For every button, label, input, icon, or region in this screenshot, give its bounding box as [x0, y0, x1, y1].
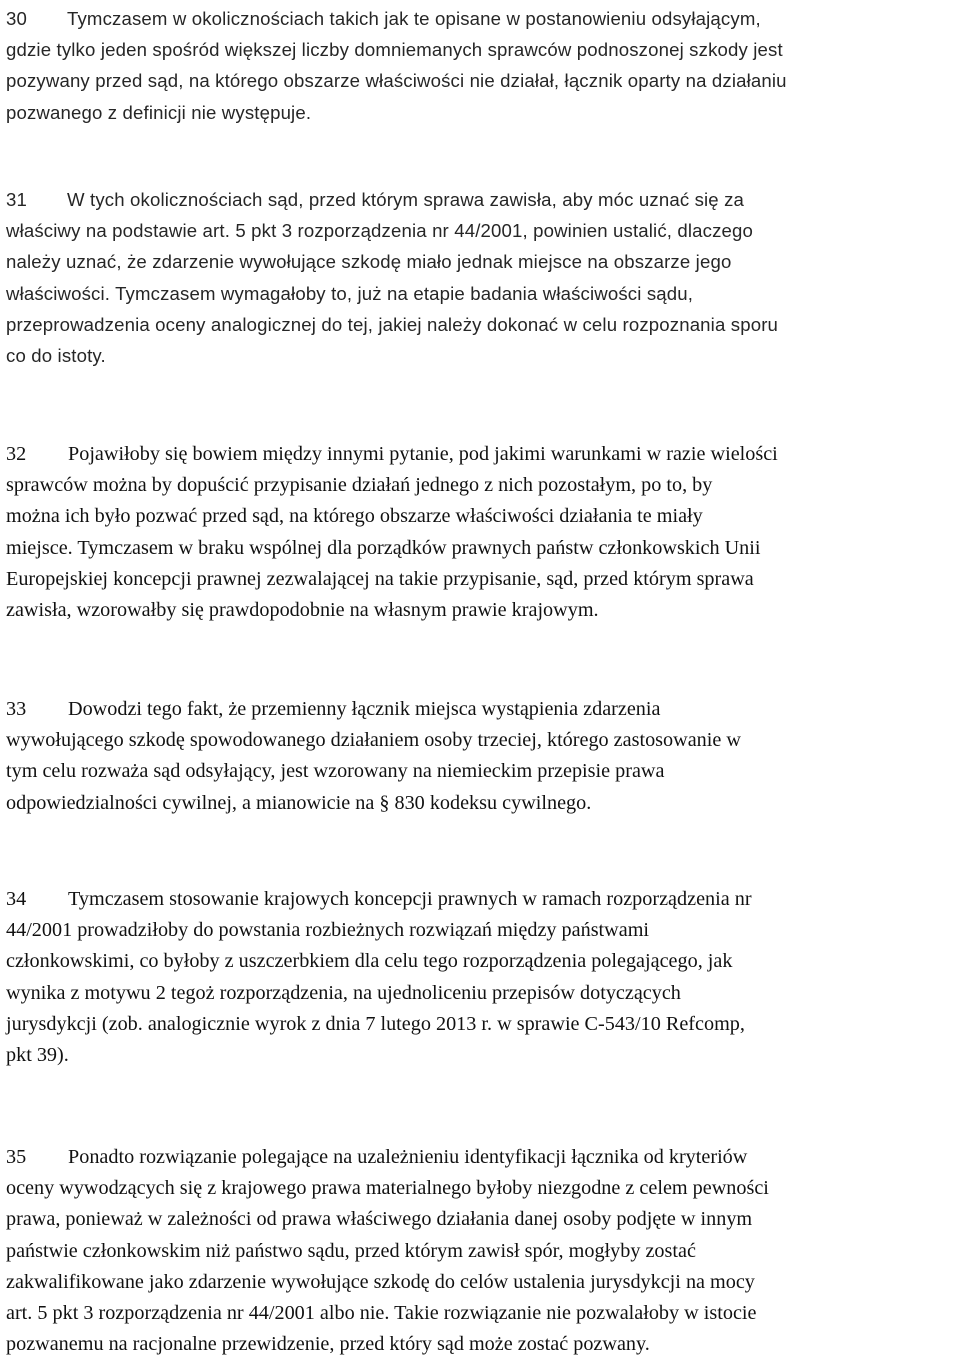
paragraph-line: przeprowadzenia oceny analogicznej do tej, jakiej należy dokonać w celu rozpoznania sporu: [6, 313, 779, 335]
paragraph-line: wywołującego szkodę spowodowanego działaniem osoby trzeciej, którego zastosowanie w: [6, 729, 741, 752]
line-text: Tymczasem stosowanie krajowych koncepcji prawnych w ramach rozporządzenia nr: [68, 888, 752, 910]
paragraph-number: 30: [6, 8, 27, 29]
paragraph-number: 32: [6, 443, 27, 465]
paragraph-line: wynika z motywu 2 tegoż rozporządzenia, na ujednoliceniu przepisów dotyczących: [6, 981, 681, 1004]
paragraph-line: należy uznać, że zdarzenie wywołujące szkodę miało jednak miejsce na obszarze jego: [6, 251, 732, 273]
line-text: Pojawiłoby się bowiem między innymi pytanie, pod jakimi warunkami w razie wielości: [68, 443, 778, 465]
paragraph-line: można ich było pozwać przed sąd, na którego obszarze właściwości działania te miały: [6, 505, 703, 528]
line-text: Tymczasem w okolicznościach takich jak te opisane w postanowieniu odsyłającym,: [67, 8, 761, 29]
paragraph-line: zawisła, wzorowałby się prawdopodobnie na własnym prawie krajowym.: [6, 598, 599, 621]
paragraph-line: [6, 694, 960, 725]
paragraph-line: pozwanemu na racjonalne przewidzenie, przed który sąd może zostać pozwany.: [6, 1333, 650, 1356]
paragraph-number: 34: [6, 888, 27, 910]
paragraph-line: Europejskiej koncepcji prawnej zezwalającej na takie przypisanie, sąd, przed którym sprawa: [6, 567, 754, 590]
paragraph-line: co do istoty.: [6, 344, 106, 366]
paragraph-number: 31: [6, 189, 27, 210]
line-text: Dowodzi tego fakt, że przemienny łącznik miejsca wystąpienia zdarzenia: [68, 698, 661, 720]
paragraph-line: sprawców można by dopuścić przypisanie działań jednego z nich pozostałym, po to, by: [6, 474, 713, 497]
paragraph-line: odpowiedzialności cywilnej, a mianowicie na § 830 kodeksu cywilnego.: [6, 791, 592, 814]
paragraph-line: miejsce. Tymczasem w braku wspólnej dla porządków prawnych państw członkowskich Unii: [6, 536, 761, 559]
paragraph-line: prawa, ponieważ w zależności od prawa właściwego działania danej osoby podjęte w innym: [6, 1208, 753, 1231]
paragraph-line: członkowskimi, co byłoby z uszczerbkiem dla celu tego rozporządzenia polegającego, jak: [6, 950, 733, 973]
line-text: W tych okolicznościach sąd, przed którym sprawa zawisła, aby móc uznać się za: [67, 189, 745, 210]
paragraph-line: państwie członkowskim niż państwo sądu, przed którym zawisł spór, mogłyby zostać: [6, 1239, 696, 1262]
paragraph-line: tym celu rozważa sąd odsyłający, jest wzorowany na niemieckim przepisie prawa: [6, 760, 665, 783]
paragraph-line: gdzie tylko jeden spośród większej liczby domniemanych sprawców podnoszonej szkody jest: [6, 39, 783, 61]
paragraph-line: [6, 184, 960, 215]
paragraph-34: [6, 884, 960, 1071]
paragraph-line: [6, 1142, 960, 1173]
paragraph-line: [6, 884, 960, 915]
paragraph-line: właściwości. Tymczasem wymagałoby to, już na etapie badania właściwości sądu,: [6, 282, 694, 304]
paragraph-line: 44/2001 prowadziłoby do powstania rozbieżnych rozwiązań między państwami: [6, 919, 650, 942]
paragraph-line: oceny wywodzących się z krajowego prawa materialnego byłoby niezgodne z celem pewności: [6, 1177, 769, 1200]
paragraph-line: jurysdykcji (zob. analogicznie wyrok z dnia 7 lutego 2013 r. w sprawie C‑543/10 Refcomp,: [6, 1012, 745, 1035]
line-text: Ponadto rozwiązanie polegające na uzależnieniu identyfikacji łącznika od kryteriów: [68, 1146, 748, 1168]
paragraph-35: [6, 1142, 960, 1360]
paragraph-line: pkt 39).: [6, 1043, 69, 1066]
paragraph-line: [6, 3, 960, 34]
paragraph-line: zakwalifikowane jako zdarzenie wywołujące szkodę do celów ustalenia jurysdykcji na mocy: [6, 1270, 755, 1293]
paragraph-number: 35: [6, 1146, 27, 1168]
paragraph-32: [6, 439, 960, 626]
paragraph-line: pozywany przed sąd, na którego obszarze właściwości nie działał, łącznik oparty na działaniu: [6, 70, 787, 92]
paragraph-line: właściwy na podstawie art. 5 pkt 3 rozporządzenia nr 44/2001, powinien ustalić, dlaczego: [6, 220, 754, 242]
paragraph-33: [6, 694, 960, 819]
paragraph-line: [6, 439, 960, 470]
paragraph-line: art. 5 pkt 3 rozporządzenia nr 44/2001 albo nie. Takie rozwiązanie nie pozwalałoby w istocie: [6, 1301, 757, 1324]
paragraph-line: pozwanego z definicji nie występuje.: [6, 101, 312, 123]
paragraph-30: [6, 3, 960, 128]
paragraph-number: 33: [6, 698, 27, 720]
paragraph-31: [6, 184, 960, 371]
